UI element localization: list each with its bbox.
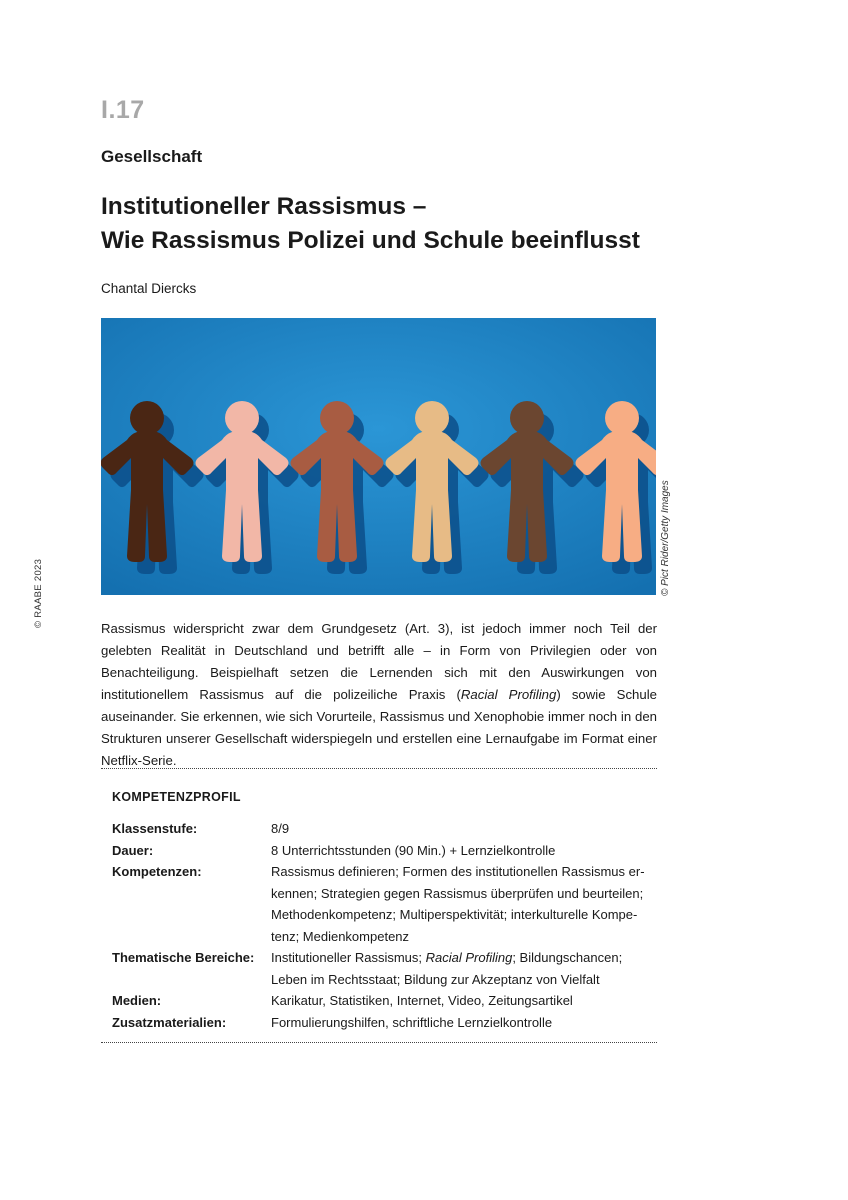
kompetenzen-line: tenz; Medienkompetenz bbox=[271, 928, 410, 944]
row-dauer bbox=[112, 840, 652, 862]
label-dauer: Dauer: bbox=[112, 842, 154, 858]
kompetenzen-line: Rassismus definieren; Formen des institutionellen Rassismus er- bbox=[271, 864, 645, 879]
row-zusatzmaterialien bbox=[112, 1012, 652, 1034]
page-title bbox=[101, 190, 640, 258]
intro-text-italic: Racial Profiling bbox=[460, 687, 557, 702]
intro-paragraph bbox=[101, 618, 657, 772]
value-kompetenzen bbox=[271, 861, 652, 947]
thematische-bereiche-line bbox=[271, 947, 652, 969]
title-line-2: Wie Rassismus Polizei und Schule beeinflusst bbox=[101, 227, 640, 254]
chapter-number: I.17 bbox=[101, 96, 145, 124]
label-klassenstufe: Klassenstufe: bbox=[112, 821, 198, 836]
intro-text-part-1: Rassismus widerspricht zwar dem Grundgesetz (Art. 3), ist jedoch immer noch Teil der gelebten Realität in Deutschland und betrifft alle – in Form von Privilegien oder von Benachteiligung. Beispielhaft setzen die Lernenden sich mit den Auswirkungen von institutionellem Rassismus auf die polizeiliche Praxis ( bbox=[101, 621, 657, 702]
thematische-text-italic: Racial Profiling bbox=[425, 950, 513, 965]
label-kompetenzen: Kompetenzen: bbox=[112, 864, 202, 879]
subject-label: Gesellschaft bbox=[101, 147, 203, 166]
kompetenzprofil-table bbox=[112, 818, 652, 1033]
kompetenzen-line: kennen; Strategien gegen Rassismus überprüfen und beurteilen; bbox=[271, 885, 644, 901]
intro-text-part-2: ) sowie Schule auseinander. Sie erkennen, wie sich Vorurteile, Rassismus und Xenophobie immer noch in den Strukturen unserer Gesellschaft widerspiegeln und erstellen eine Lernaufgabe im Format einer Netflix-Serie. bbox=[101, 687, 657, 768]
kompetenzen-line: Methodenkompetenz; Multiperspektivität; interkulturelle Kompe- bbox=[271, 907, 638, 922]
author-name: Chantal Diercks bbox=[101, 281, 197, 296]
row-kompetenzen bbox=[112, 861, 652, 947]
dotted-divider-top bbox=[101, 768, 657, 769]
kompetenzprofil-heading: KOMPETENZPROFIL bbox=[112, 790, 241, 804]
copyright-notice: © RAABE 2023 bbox=[33, 558, 44, 628]
row-klassenstufe bbox=[112, 818, 652, 840]
thematische-text-b: ; Bildungschancen; bbox=[512, 950, 623, 965]
hero-image-paper-people bbox=[101, 318, 656, 595]
row-medien bbox=[112, 990, 652, 1012]
label-thematische-bereiche: Thematische Bereiche: bbox=[112, 950, 255, 965]
value-thematische-bereiche bbox=[271, 947, 652, 990]
dotted-divider-bottom bbox=[101, 1042, 657, 1043]
title-line-1: Institutioneller Rassismus – bbox=[101, 193, 427, 220]
row-thematische-bereiche bbox=[112, 947, 652, 990]
image-credit: © Pict Rider/Getty Images bbox=[660, 480, 671, 596]
label-zusatzmaterialien: Zusatzmaterialien: bbox=[112, 1014, 227, 1030]
value-zusatzmaterialien: Formulierungshilfen, schriftliche Lernzielkontrolle bbox=[271, 1014, 553, 1030]
value-medien: Karikatur, Statistiken, Internet, Video, Zeitungsartikel bbox=[271, 993, 573, 1008]
value-dauer: 8 Unterrichtsstunden (90 Min.) + Lernzielkontrolle bbox=[271, 842, 556, 858]
thematische-text-a: Institutioneller Rassismus; bbox=[271, 950, 426, 965]
value-klassenstufe: 8/9 bbox=[271, 821, 290, 836]
thematische-bereiche-line: Leben im Rechtsstaat; Bildung zur Akzeptanz von Vielfalt bbox=[271, 971, 600, 987]
label-medien: Medien: bbox=[112, 993, 162, 1008]
